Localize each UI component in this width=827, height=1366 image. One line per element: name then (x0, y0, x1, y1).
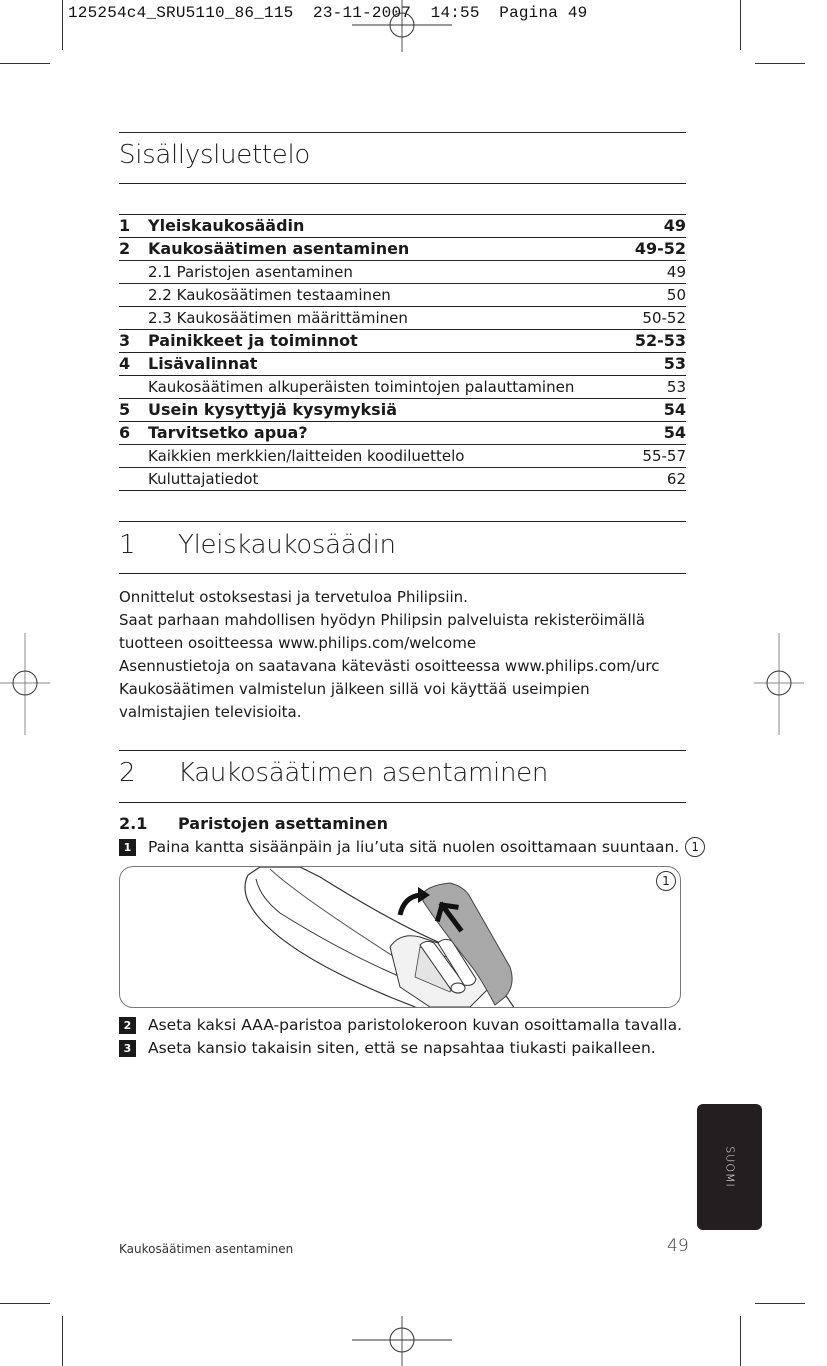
toc-entry-number (119, 307, 148, 329)
toc-entry (119, 376, 686, 399)
toc-entry-number (119, 261, 148, 283)
step-3 (119, 1039, 656, 1057)
toc-entry-label: Usein kysyttyjä kysymyksiä (148, 400, 397, 419)
toc-entry-number: 6 (119, 423, 131, 442)
toc-entry (119, 215, 686, 238)
step-2 (119, 1016, 682, 1034)
toc-entry-page: 50-52 (642, 309, 686, 327)
toc-entry-number (119, 284, 148, 306)
divider (119, 802, 686, 803)
contents-title: Sisällysluettelo (119, 140, 310, 170)
section-title: Yleiskaukosäädin (178, 530, 396, 560)
step-1 (119, 837, 705, 857)
toc-entry-number: 3 (119, 331, 131, 350)
registration-mark-icon (352, 1316, 452, 1366)
toc-entry-label: Kaukosäätimen asentaminen (148, 239, 410, 258)
divider (119, 183, 686, 184)
table-of-contents (119, 214, 686, 491)
figure-label: 1 (656, 871, 676, 891)
toc-entry (119, 353, 686, 376)
toc-entry (119, 422, 686, 445)
toc-entry-label: Lisävalinnat (148, 354, 258, 373)
toc-entry-page: 49-52 (634, 239, 686, 258)
step-text: Aseta kansio takaisin siten, että se napsahtaa tiukasti paikalleen. (148, 1039, 656, 1057)
toc-entry-page: 54 (663, 423, 686, 442)
crop-mark (62, 0, 63, 50)
crop-mark (740, 1316, 741, 1366)
registration-mark-icon (754, 633, 804, 735)
toc-entry (119, 261, 686, 284)
paragraph-line: Asennustietoja on saatavana kätevästi osoitteessa www.philips.com/urc (119, 657, 660, 675)
toc-entry-page: 54 (663, 400, 686, 419)
subsection-title: Paristojen asettaminen (178, 814, 388, 833)
remote-control-illustration-icon (120, 867, 680, 1007)
toc-entry-label: Painikkeet ja toiminnot (148, 331, 358, 350)
subsection-heading (119, 814, 388, 833)
toc-entry (119, 468, 686, 491)
toc-entry-page: 52-53 (634, 331, 686, 350)
toc-entry-label: Kaikkien merkkien/laitteiden koodiluettelo (148, 447, 465, 465)
paragraph-line: Onnittelut ostoksestasi ja tervetuloa Philipsiin. (119, 588, 468, 606)
step-text: Paina kantta sisäänpäin ja liu’uta sitä nuolen osoittamaan suuntaan. (148, 838, 680, 856)
subsection-number: 2.1 (119, 814, 148, 833)
toc-entry-label: Kuluttajatiedot (148, 470, 259, 488)
toc-entry-label: 2.3 Kaukosäätimen määrittäminen (148, 309, 408, 327)
step-number-badge: 3 (119, 1040, 136, 1057)
toc-entry-label: Tarvitsetko apua? (148, 423, 308, 442)
toc-entry-number: 2 (119, 239, 131, 258)
toc-entry (119, 330, 686, 353)
paragraph-line: Saat parhaan mahdollisen hyödyn Philipsin palveluista rekisteröimällä tuotteen osoitteessa www.philips.com/welcome (119, 611, 646, 652)
crop-mark (755, 1303, 805, 1304)
toc-entry-page: 53 (663, 354, 686, 373)
toc-entry-page: 49 (666, 263, 686, 281)
divider (119, 521, 686, 522)
toc-entry-label: 2.2 Kaukosäätimen testaaminen (148, 286, 391, 304)
toc-entry-number: 4 (119, 354, 131, 373)
crop-mark (740, 0, 741, 50)
step-number-badge: 2 (119, 1017, 136, 1034)
toc-entry (119, 445, 686, 468)
paragraph-line: Kaukosäätimen valmistelun jälkeen sillä voi käyttää useimpien valmistajien televisioita. (119, 680, 590, 721)
toc-entry-label: 2.1 Paristojen asentaminen (148, 263, 353, 281)
toc-entry-number (119, 376, 148, 398)
toc-entry-number (119, 445, 148, 467)
section-number: 1 (119, 530, 136, 560)
section-title: Kaukosäätimen asentaminen (178, 758, 549, 788)
toc-entry-label: Yleiskaukosäädin (148, 216, 305, 235)
toc-entry-page: 55-57 (642, 447, 686, 465)
language-label: SUOMI (723, 1146, 736, 1188)
section-number: 2 (119, 758, 136, 788)
crop-mark (0, 1303, 50, 1304)
section-1-heading (119, 530, 396, 560)
registration-mark-icon (0, 633, 50, 735)
toc-entry-label: Kaukosäätimen alkuperäisten toimintojen palauttaminen (148, 378, 575, 396)
toc-entry-page: 50 (666, 286, 686, 304)
toc-entry-number: 1 (119, 216, 131, 235)
toc-entry (119, 307, 686, 330)
battery-figure (119, 866, 681, 1008)
crop-mark (0, 63, 50, 64)
language-tab (697, 1104, 762, 1230)
footer-section-title: Kaukosäätimen asentaminen (119, 1242, 294, 1256)
toc-entry (119, 284, 686, 307)
step-text: Aseta kaksi AAA-paristoa paristolokeroon kuvan osoittamalla tavalla. (148, 1016, 683, 1034)
section-2-heading (119, 758, 548, 788)
intro-text (119, 586, 694, 724)
registration-mark-icon (352, 0, 452, 52)
print-slug: 125254c4_SRU5110_86_115 23-11-2007 14:55 Pagina 49 (68, 4, 588, 22)
divider (119, 132, 686, 133)
divider (119, 573, 686, 574)
divider (119, 750, 686, 751)
figure-reference: 1 (685, 837, 705, 857)
toc-entry-page: 49 (663, 216, 686, 235)
toc-entry (119, 399, 686, 422)
crop-mark (62, 1316, 63, 1366)
crop-mark (755, 63, 805, 64)
toc-entry-page: 53 (666, 378, 686, 396)
toc-entry-number (119, 468, 148, 490)
toc-entry (119, 238, 686, 261)
toc-entry-page: 62 (666, 470, 686, 488)
page-number: 49 (667, 1236, 689, 1256)
step-number-badge: 1 (119, 839, 136, 856)
toc-entry-number: 5 (119, 400, 131, 419)
